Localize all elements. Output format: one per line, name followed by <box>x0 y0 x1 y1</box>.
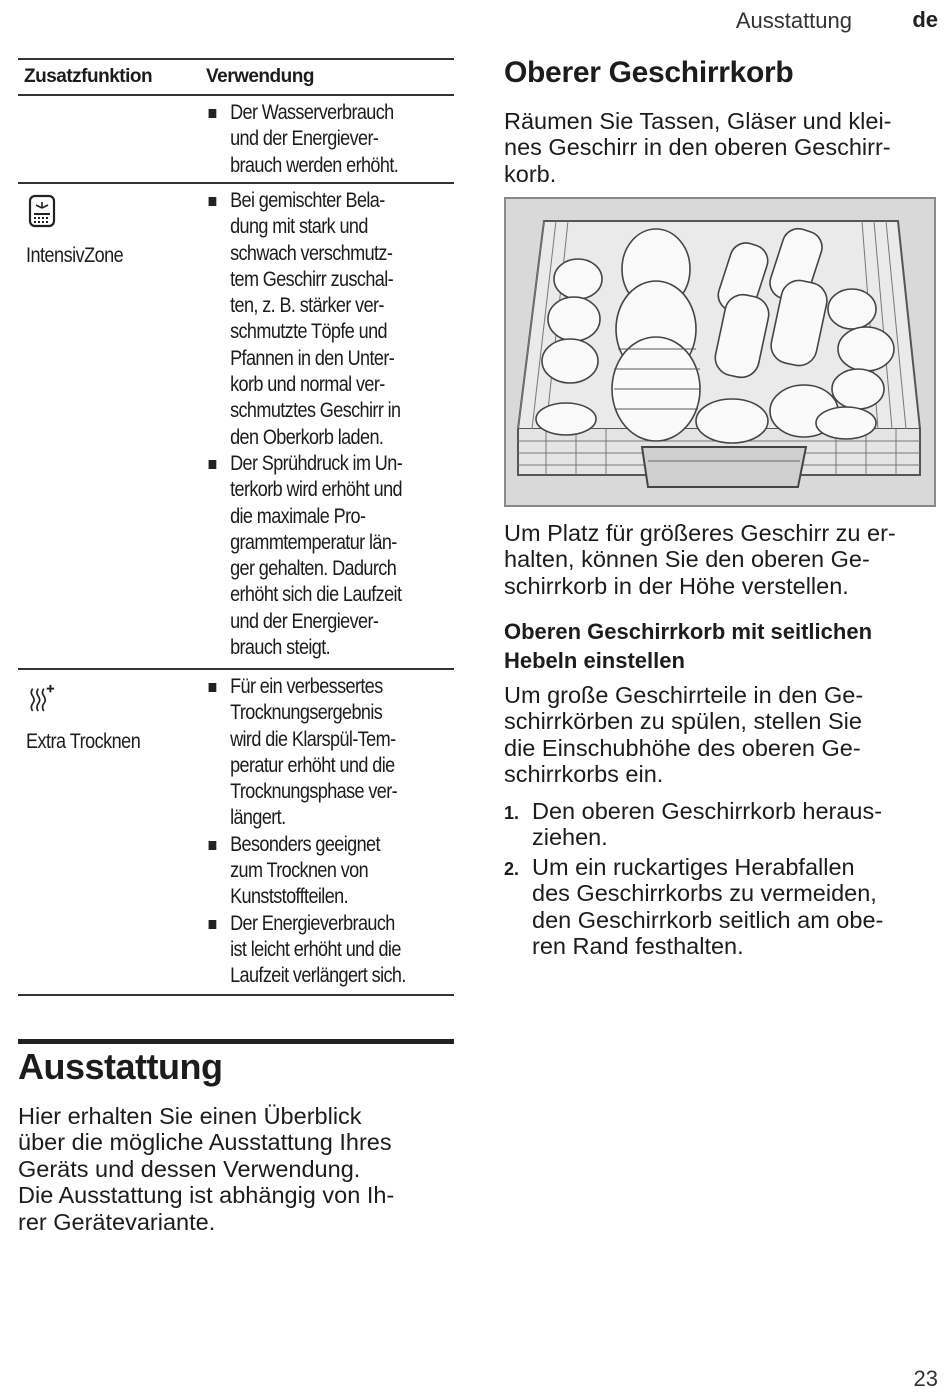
bullet-square-icon <box>209 920 217 929</box>
list-item <box>504 798 944 851</box>
additional-functions-table <box>18 58 454 996</box>
list-item <box>504 854 944 960</box>
step-number: 2. <box>504 858 520 879</box>
bullet-item: Besonders geeignet zum Trocknen von Kunststoffteilen. <box>206 832 419 911</box>
extra-dry-icon <box>28 680 56 714</box>
feature-cell <box>18 96 206 182</box>
bullet-item: Der Wasserverbrauch und der Energiever- brauch werden erhöht. <box>206 100 419 179</box>
intensivzone-icon <box>28 194 56 228</box>
bullet-item: Bei gemischter Bela- dung mit stark und schwach verschmutz- tem Geschirr zuschal- ten, z. B. stärker ver- schmutzte Töpfe und Pfannen in den Unter- korb und normal ver- schmutztes Geschirr in den Oberkorb laden. <box>206 188 419 451</box>
column-header-usage: Verwendung <box>206 66 314 87</box>
table-row <box>18 96 454 184</box>
table-row <box>18 184 454 670</box>
section-body-ausstattung: Hier erhalten Sie einen Überblick über die mögliche Ausstattung Ihres Geräts und dessen Verwendung. Die Ausstattung ist abhängig von Ih- rer Gerätevariante. <box>18 1103 395 1235</box>
bullet-item: Der Energieverbrauch ist leicht erhöht und die Laufzeit verlängert sich. <box>206 911 419 990</box>
feature-label: Extra Trocknen <box>26 730 141 753</box>
step-number: 1. <box>504 803 520 823</box>
step-text: Den oberen Geschirrkorb heraus- ziehen. <box>532 798 883 851</box>
feature-label: IntensivZone <box>26 244 124 267</box>
upper-basket-illustration <box>504 197 936 507</box>
step-text: Um ein ruckartiges Herabfallen des Geschirrkorbs zu vermeiden, den Geschirrkorb seitlich am obe- ren Rand festhalten. <box>532 853 884 960</box>
bullet-square-icon <box>209 683 217 692</box>
bullet-item: Der Sprühdruck im Un- terkorb wird erhöht und die maximale Pro- grammtemperatur län- ger gehalten. Dadurch erhöht sich die Laufzeit und der Energiever- brauch steigt. <box>206 451 419 661</box>
section-rule <box>18 1039 454 1044</box>
usage-cell <box>206 670 454 994</box>
header-language: de <box>912 7 938 32</box>
usage-cell <box>206 96 454 182</box>
usage-cell <box>206 184 454 668</box>
paragraph-levers: Um große Geschirrteile in den Ge- schirrkörben zu spülen, stellen Sie die Einschubhöhe des oberen Ge- schirrkorbs ein. <box>504 682 864 788</box>
dish-basket-drawing <box>506 199 934 505</box>
section-title-ausstattung: Ausstattung <box>18 1046 223 1087</box>
table-header <box>18 60 454 96</box>
table-row <box>18 670 454 996</box>
feature-cell <box>18 184 206 668</box>
header-section-title: Ausstattung <box>735 8 852 33</box>
paragraph-height-adjust: Um Platz für größeres Geschirr zu er- halten, können Sie den oberen Ge- schirrkorb in der Höhe verstellen. <box>504 520 896 599</box>
feature-cell <box>18 670 206 994</box>
bullet-square-icon <box>209 109 217 118</box>
paragraph-intro: Räumen Sie Tassen, Gläser und klei- nes Geschirr in den oberen Geschirr- korb. <box>504 108 892 187</box>
bullet-item: Für ein verbessertes Trocknungsergebnis wird die Klarspül-Tem- peratur erhöht und die Trocknungsphase ver- längert. <box>206 674 419 832</box>
subheading-levers: Oberen Geschirrkorb mit seitlichen Hebeln einstellen <box>504 619 873 673</box>
bullet-square-icon <box>209 841 217 850</box>
section-title-oberer-korb: Oberer Geschirrkorb <box>504 56 794 89</box>
page-number: 23 <box>913 1366 938 1391</box>
bullet-square-icon <box>209 197 217 206</box>
instruction-steps <box>504 798 944 962</box>
column-header-feature: Zusatzfunktion <box>24 66 153 87</box>
bullet-square-icon <box>209 460 217 469</box>
